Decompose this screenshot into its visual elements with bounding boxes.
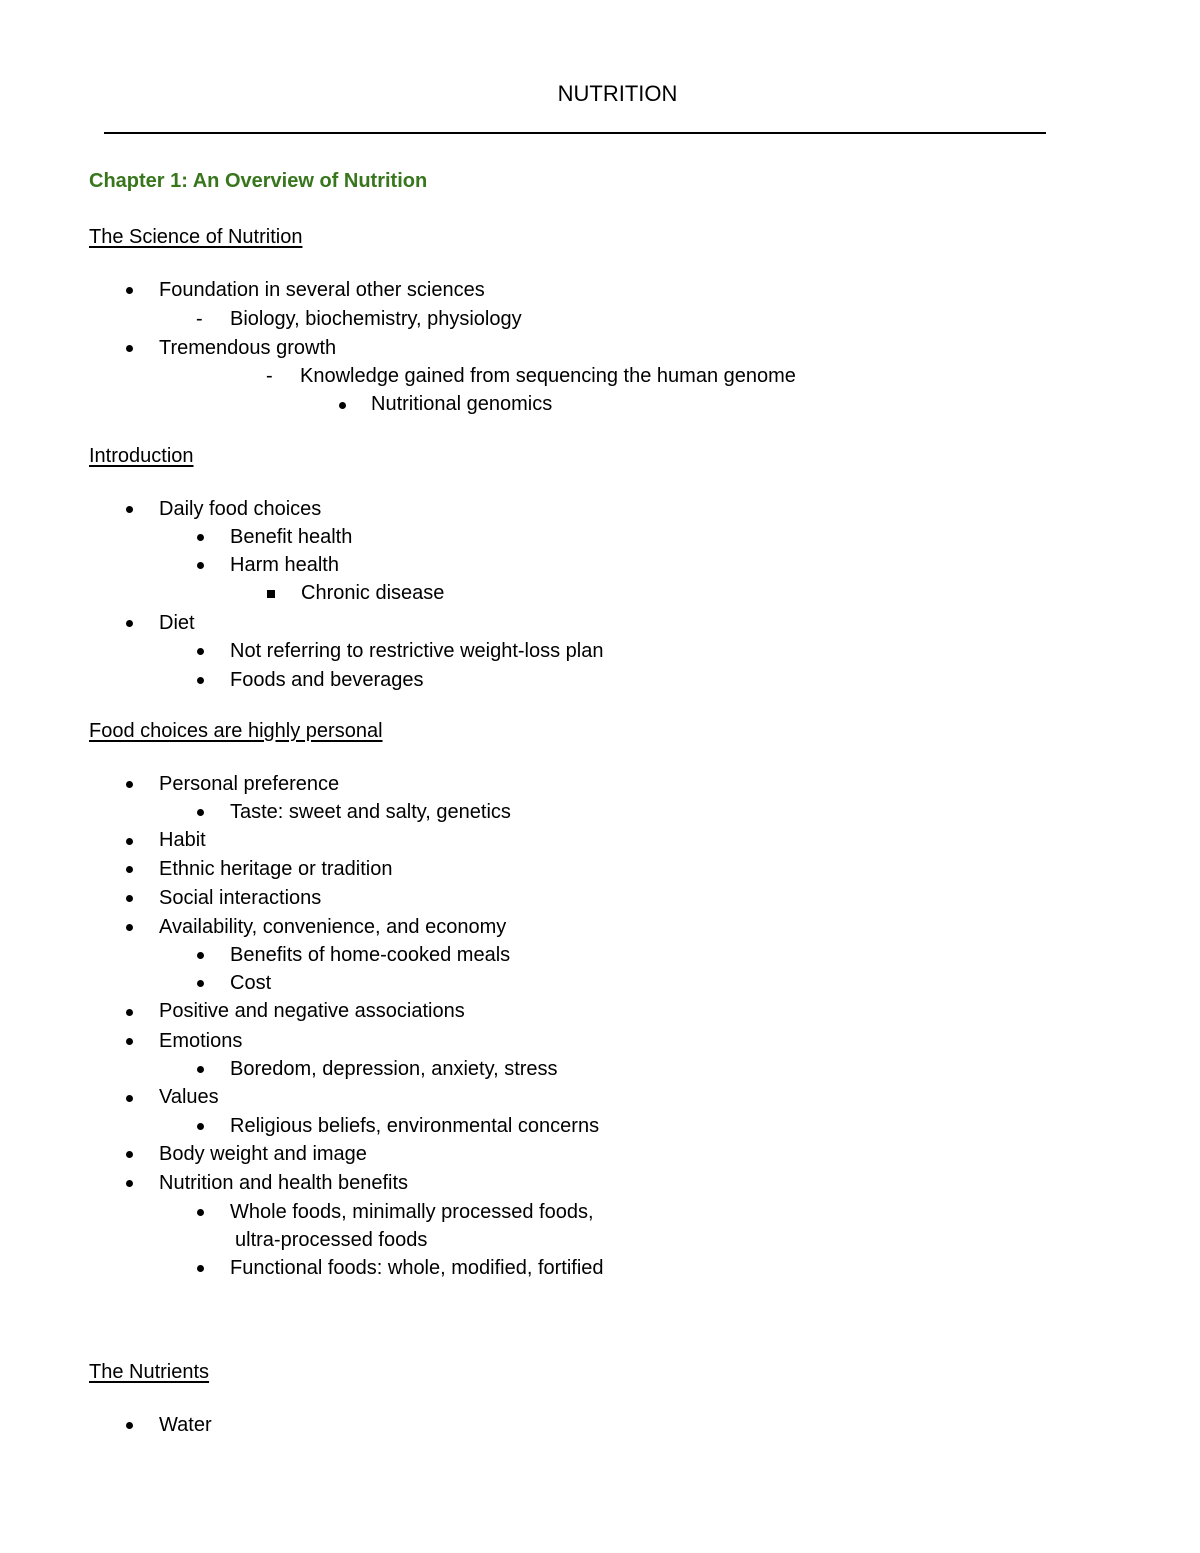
bullet-icon: [126, 924, 133, 931]
bullet-icon: [197, 809, 204, 816]
section-heading-science: The Science of Nutrition: [89, 226, 303, 248]
dash-marker: -: [196, 308, 203, 330]
bullet-icon: [197, 648, 204, 655]
list-item: Boredom, depression, anxiety, stress: [230, 1058, 558, 1080]
bullet-icon: [126, 838, 133, 845]
bullet-icon: [197, 534, 204, 541]
list-item: Personal preference: [159, 773, 340, 795]
list-item: Harm health: [230, 554, 339, 576]
list-item: Benefits of home-cooked meals: [230, 944, 511, 966]
list-item: Diet: [159, 612, 195, 634]
bullet-icon: [126, 1009, 133, 1016]
bullet-icon: [197, 1066, 204, 1073]
square-bullet-icon: [267, 590, 275, 598]
list-item-continuation: ultra-processed foods: [235, 1229, 428, 1251]
bullet-icon: [197, 980, 204, 987]
list-item: Biology, biochemistry, physiology: [230, 308, 522, 330]
bullet-icon: [197, 1209, 204, 1216]
bullet-icon: [126, 1151, 133, 1158]
list-item: Habit: [159, 829, 206, 851]
bullet-icon: [126, 506, 133, 513]
section-heading-introduction: Introduction: [89, 445, 194, 467]
section-heading-nutrients: The Nutrients: [89, 1361, 210, 1383]
list-item: Availability, convenience, and economy: [159, 916, 507, 938]
list-item: Positive and negative associations: [159, 1000, 465, 1022]
chapter-heading: Chapter 1: An Overview of Nutrition: [89, 170, 428, 192]
bullet-icon: [126, 345, 133, 352]
list-item: Social interactions: [159, 887, 322, 909]
list-item: Foods and beverages: [230, 669, 424, 691]
list-item: Emotions: [159, 1030, 243, 1052]
bullet-icon: [126, 1095, 133, 1102]
list-item: Benefit health: [230, 526, 353, 548]
list-item: Taste: sweet and salty, genetics: [230, 801, 511, 823]
title-divider: [104, 132, 1046, 134]
bullet-icon: [126, 1422, 133, 1429]
bullet-icon: [197, 1123, 204, 1130]
list-item: Ethnic heritage or tradition: [159, 858, 393, 880]
list-item: Not referring to restrictive weight-loss plan: [230, 640, 604, 662]
bullet-icon: [126, 895, 133, 902]
bullet-icon: [126, 866, 133, 873]
list-item: Knowledge gained from sequencing the human genome: [300, 365, 796, 387]
list-item: Nutritional genomics: [371, 393, 553, 415]
bullet-icon: [197, 1265, 204, 1272]
bullet-icon: [126, 781, 133, 788]
section-heading-food-choices: Food choices are highly personal: [89, 720, 383, 742]
list-item: Daily food choices: [159, 498, 322, 520]
bullet-icon: [126, 620, 133, 627]
list-item: Nutrition and health benefits: [159, 1172, 409, 1194]
bullet-icon: [126, 287, 133, 294]
bullet-icon: [126, 1038, 133, 1045]
bullet-icon: [197, 562, 204, 569]
dash-marker: -: [266, 365, 273, 387]
list-item: Cost: [230, 972, 272, 994]
list-item: Body weight and image: [159, 1143, 367, 1165]
list-item: Tremendous growth: [159, 337, 337, 359]
bullet-icon: [126, 1180, 133, 1187]
bullet-icon: [197, 677, 204, 684]
document-title: NUTRITION: [557, 81, 678, 106]
list-item: Water: [159, 1414, 212, 1436]
list-item: Religious beliefs, environmental concerns: [230, 1115, 600, 1137]
bullet-icon: [197, 952, 204, 959]
bullet-icon: [339, 402, 346, 409]
list-item: Whole foods, minimally processed foods,: [230, 1201, 594, 1223]
list-item: Functional foods: whole, modified, fortified: [230, 1257, 604, 1279]
list-item: Chronic disease: [301, 582, 445, 604]
list-item: Foundation in several other sciences: [159, 279, 485, 301]
list-item: Values: [159, 1086, 219, 1108]
